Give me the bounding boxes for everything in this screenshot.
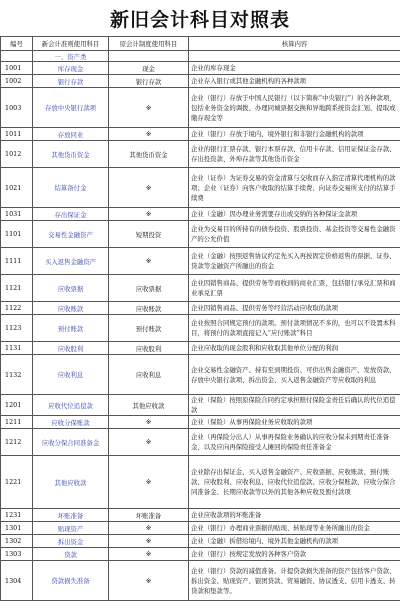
new-account-name: 应收账款 [33, 302, 109, 315]
account-description: 企业（银行）存放于中国人民银行（以下简称“中央银行”）的各种款项，包括业务资金的调拨、办理同城票据交换和异地跨系统资金汇划、提取或缴存现金等 [189, 88, 400, 128]
section-desc-cell [189, 51, 400, 62]
header-new-account: 新会计准则使用科目 [33, 37, 109, 51]
new-account-name: 应收分保账款 [33, 416, 109, 429]
old-account-name: 现金 [109, 62, 189, 75]
account-code: 1302 [1, 535, 33, 548]
table-row [1, 395, 400, 416]
new-account-name: 结算备付金 [33, 168, 109, 208]
account-description: 企业的银行汇票存款、银行本票存款、信用卡存款、信用证保证金存款、存出投资款、外埠存款等其他货币资金 [189, 141, 400, 168]
account-description: 企业为交易目的所持有的债券投资、股票投资、基金投资等交易性金融资产的公允价值 [189, 221, 400, 248]
account-description: 企业（金融）拆借给境内、境外其他金融机构的款项 [189, 535, 400, 548]
account-description: 企业（金融）因办理业务需要存出或交纳的各种保证金款项 [189, 208, 400, 221]
account-code: 1011 [1, 128, 33, 141]
account-description: 企业（银行）贷款的减值准备。计提贷款损失准备的资产包括客户贷款、拆出资金、贴现资产、银团贷款、贸易融资、协议透支、信用卡透支、转贷款和垫款等。 [189, 561, 400, 601]
new-account-name: 贷款损失准备 [33, 561, 109, 601]
old-account-name: ※ [109, 429, 189, 456]
table-body [1, 51, 400, 601]
table-header-row [1, 37, 400, 51]
new-account-name: 存放同业 [33, 128, 109, 141]
old-account-name: 预付账款 [109, 315, 189, 342]
section-row [1, 51, 400, 62]
old-account-name: 短期投资 [109, 221, 189, 248]
table-row [1, 208, 400, 221]
new-account-name: 应收分保合同准备金 [33, 429, 109, 456]
account-description: 企业（保险）按照原保险合同约定承担赔付保险金责任后确认的代位追偿款 [189, 395, 400, 416]
table-row [1, 75, 400, 88]
header-content: 核算内容 [189, 37, 400, 51]
account-code: 1101 [1, 221, 33, 248]
account-code: 1121 [1, 275, 33, 302]
account-code: 1012 [1, 141, 33, 168]
old-account-name: 坏账准备 [109, 509, 189, 522]
new-account-name: 应收利息 [33, 355, 109, 395]
old-account-name: 银行存款 [109, 75, 189, 88]
account-description: 企业（金融）按照返售协议约定先买入再按固定价格返售的票据、证券、贷款等金融资产所融出的资金 [189, 248, 400, 275]
account-description: 企业（银行）按规定发放的各种客户贷款 [189, 548, 400, 561]
account-description: 企业因销售商品、提供劳务等经营活动应收取的款项 [189, 302, 400, 315]
old-account-name: ※ [109, 535, 189, 548]
old-account-name: ※ [109, 248, 189, 275]
old-account-name: 应收利息 [109, 355, 189, 395]
new-account-name: 应收代位追偿款 [33, 395, 109, 416]
table-row [1, 128, 400, 141]
account-description: 企业（保险）从事再保险业务应收取的款项 [189, 416, 400, 429]
new-account-name: 拆出资金 [33, 535, 109, 548]
account-code: 1304 [1, 561, 33, 601]
table-row [1, 88, 400, 128]
table-row [1, 342, 400, 355]
account-code: 1003 [1, 88, 33, 128]
account-description: 企业因销售商品、提供劳务等而收到的商业汇票，包括银行承兑汇票和商业承兑汇票 [189, 275, 400, 302]
new-account-name: 应收票据 [33, 275, 109, 302]
account-comparison-table [0, 36, 400, 601]
old-account-name: ※ [109, 522, 189, 535]
new-account-name: 应收股利 [33, 342, 109, 355]
account-description: 企业应收取的现金股利和应收取其他单位分配的利润 [189, 342, 400, 355]
account-code: 1211 [1, 416, 33, 429]
table-row [1, 355, 400, 395]
new-account-name: 存出保证金 [33, 208, 109, 221]
new-account-name: 存放中央银行款项 [33, 88, 109, 128]
table-row [1, 302, 400, 315]
table-row [1, 509, 400, 522]
account-code: 1212 [1, 429, 33, 456]
account-description: 企业（银行）存放于境内、境外银行和非银行金融机构的款项 [189, 128, 400, 141]
new-account-name: 坏账准备 [33, 509, 109, 522]
new-account-name: 贴现资产 [33, 522, 109, 535]
account-description: 企业除存出保证金、买入返售金融资产、应收票据、应收账款、预付账款、应收股利、应收利息、应收代位追偿款、应收分保账款、应收分保合同准备金、长期应收款等以外的其他各种应收及暂付款项 [189, 456, 400, 509]
old-account-name: 其他货币资金 [109, 141, 189, 168]
table-row [1, 168, 400, 208]
table-row [1, 456, 400, 509]
account-code: 1002 [1, 75, 33, 88]
old-account-name: ※ [109, 168, 189, 208]
account-description: 企业（银行）办理商业票据的贴现、转贴现等业务所融出的资金 [189, 522, 400, 535]
account-code: 1131 [1, 342, 33, 355]
section-label: 一、资产类 [33, 51, 109, 62]
section-old-cell [109, 51, 189, 62]
table-row [1, 248, 400, 275]
table-row [1, 429, 400, 456]
account-code: 1201 [1, 395, 33, 416]
account-description: 企业按照合同规定预付的款项。预付款项情况不多的，也可以不设置本科目，将预付的款项直接记入“应付账款”科目 [189, 315, 400, 342]
new-account-name: 库存现金 [33, 62, 109, 75]
account-code: 1231 [1, 509, 33, 522]
account-description: 企业的库存现金 [189, 62, 400, 75]
account-code: 1123 [1, 315, 33, 342]
account-code: 1122 [1, 302, 33, 315]
old-account-name: 应收账款 [109, 302, 189, 315]
account-description: 企业交易性金融资产、持有至到期投资、可供出售金融资产、发放贷款、存放中央银行款项、拆出资金、买入返售金融资产等应收取的利息 [189, 355, 400, 395]
header-code: 编号 [1, 37, 33, 51]
new-account-name: 贷款 [33, 548, 109, 561]
new-account-name: 其他应收款 [33, 456, 109, 509]
new-account-name: 其他货币资金 [33, 141, 109, 168]
table-row [1, 548, 400, 561]
old-account-name: ※ [109, 416, 189, 429]
table-row [1, 522, 400, 535]
old-account-name: ※ [109, 88, 189, 128]
old-account-name: ※ [109, 128, 189, 141]
account-code: 1001 [1, 62, 33, 75]
table-row [1, 535, 400, 548]
old-account-name: 应收票据 [109, 275, 189, 302]
account-code: 1221 [1, 456, 33, 509]
header-old-account: 原会计制度使用科目 [109, 37, 189, 51]
new-account-name: 买入返售金融资产 [33, 248, 109, 275]
table-row [1, 221, 400, 248]
old-account-name: 其他应收款 [109, 395, 189, 416]
new-account-name: 预付账款 [33, 315, 109, 342]
table-row [1, 62, 400, 75]
account-code: 1111 [1, 248, 33, 275]
account-code: 1301 [1, 522, 33, 535]
table-row [1, 561, 400, 601]
account-code: 1021 [1, 168, 33, 208]
old-account-name: ※ [109, 561, 189, 601]
document-title: 新旧会计科目对照表 [109, 9, 290, 31]
account-description: 企业（证券）为证券交易的资金清算与交收而存入指定清算代理机构的款项；企业（证券）向客户收取的结算手续费、向证券交易所支付的结算手续费 [189, 168, 400, 208]
new-account-name: 银行存款 [33, 75, 109, 88]
account-code: 1132 [1, 355, 33, 395]
new-account-name: 交易性金融资产 [33, 221, 109, 248]
account-description: 企业（再保险分出人）从事再保险业务确认的应收分保未到期责任准备金，以及应向再保险接受人摊回的保险责任准备金 [189, 429, 400, 456]
table-row [1, 315, 400, 342]
table-row [1, 416, 400, 429]
account-code: 1303 [1, 548, 33, 561]
old-account-name: 应收股利 [109, 342, 189, 355]
account-description: 企业存入银行或其他金融机构的各种款项 [189, 75, 400, 88]
section-code-cell [1, 51, 33, 62]
old-account-name: ※ [109, 548, 189, 561]
account-description: 企业应收款项的坏账准备 [189, 509, 400, 522]
old-account-name: ※ [109, 208, 189, 221]
old-account-name: ※ [109, 456, 189, 509]
table-row [1, 275, 400, 302]
table-row [1, 141, 400, 168]
account-code: 1031 [1, 208, 33, 221]
